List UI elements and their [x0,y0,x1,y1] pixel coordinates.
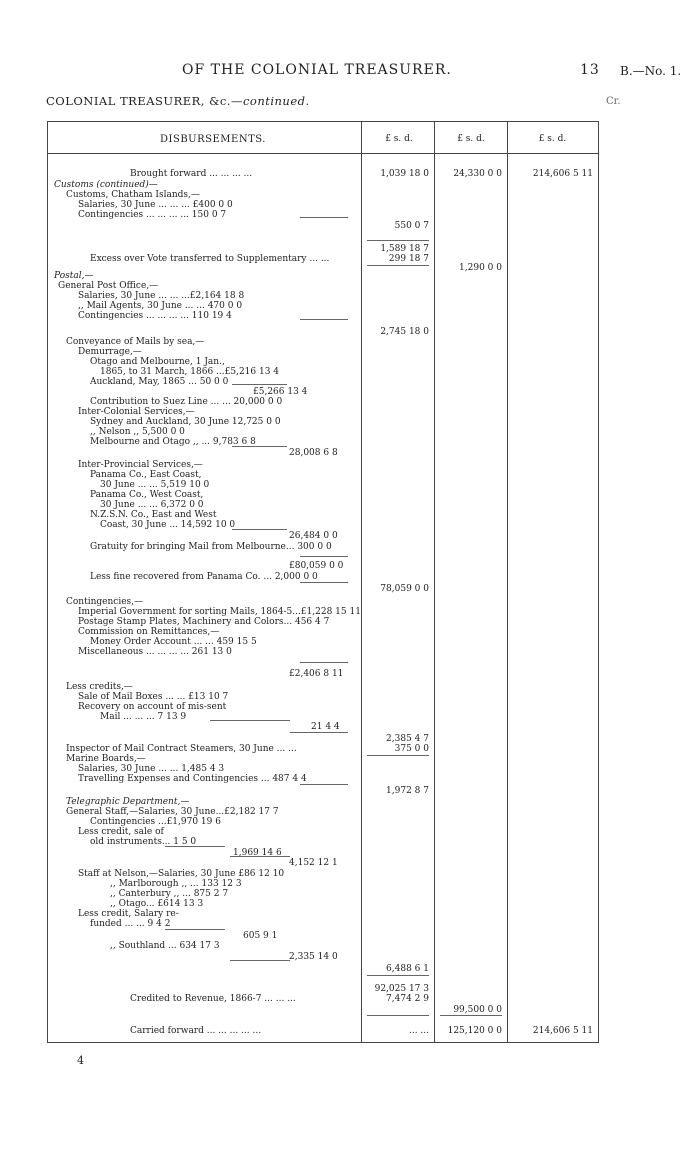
ledger-line: ,, Canterbury ,, ... 875 2 7 [110,889,229,899]
page-title: OF THE COLONIAL TREASURER. [182,62,452,78]
ledger-line: ,, Southland ... 634 17 3 [110,941,220,951]
doc-reference: B.—No. 1. [620,64,682,78]
ledger-line: Inter-Provincial Services,— [78,460,203,470]
ledger-line: 605 9 1 [243,931,278,941]
table-left-border [47,121,48,1043]
ledger-line: ,, Nelson ,, 5,500 0 0 [90,427,185,437]
ledger-line: Contribution to Suez Line ... ... 20,000 0 0 [90,397,283,407]
rule [300,556,348,557]
ledger-line: 1865, to 31 March, 1866 ...£5,216 13 4 [100,367,280,377]
col1-amount: 7,474 2 9 [386,994,429,1004]
rule [300,662,348,663]
ledger-line: old instruments... 1 5 0 [90,837,197,847]
ledger-line: Less fine recovered from Panama Co. ... 2,000 0 0 [90,572,318,582]
header-divider [47,153,599,154]
table-right-border [598,121,599,1043]
col1-divider [361,121,362,1043]
ledger-line: Sale of Mail Boxes ... ... £13 10 7 [78,692,229,702]
rule [300,319,348,320]
ledger-line: General Staff,—Salaries, 30 June...£2,182 17 7 [66,807,279,817]
col1-amount: 299 18 7 [388,254,429,264]
col1-heading: £ s. d. [385,134,413,144]
col2-amount: 125,120 0 0 [447,1026,502,1036]
disbursements-heading: DISBURSEMENTS. [160,134,266,145]
ledger-line: Brought forward ... ... ... ... [130,169,253,179]
rule [440,1015,502,1016]
ledger-line: Auckland, May, 1865 ... 50 0 0 [90,377,229,387]
ledger-line: Mail ... ... ... 7 13 9 [100,712,187,722]
col1-amount: 1,039 18 0 [380,169,429,179]
ledger-line: Money Order Account ... ... 459 15 5 [90,637,257,647]
rule [367,265,429,266]
ledger-line: Postage Stamp Plates, Machinery and Colors... 456 4 7 [78,617,330,627]
rule [300,217,348,218]
ledger-line: Gratuity for bringing Mail from Melbourne... 300 0 0 [90,542,332,552]
col3-heading: £ s. d. [538,134,567,144]
col1-amount: 550 0 7 [394,221,429,231]
rule [290,732,348,733]
col1-amount: ... ... [408,1026,429,1036]
col2-amount: 99,500 0 0 [453,1005,502,1015]
ledger-line: £80,059 0 0 [289,561,344,571]
ledger-line: Excess over Vote transferred to Supplementary ... ... [90,254,330,264]
rule [367,975,429,976]
ledger-line: ,, Mail Agents, 30 June ... ... 470 0 0 [78,301,243,311]
col1-amount: 2,385 4 7 [386,734,429,744]
ledger-line: Sydney and Auckland, 30 June 12,725 0 0 [90,417,281,427]
ledger-line: funded ... ... 9 4 2 [90,919,171,929]
rule [165,929,225,930]
col2-divider [434,121,435,1043]
ledger-line: ,, Otago... £614 13 3 [110,899,204,909]
rule [367,1015,429,1016]
rule [367,240,429,241]
ledger-line: Postal,— [54,271,94,281]
ledger-line: 4,152 12 1 [289,858,338,868]
ledger-line: 30 June ... ... 6,372 0 0 [100,500,204,510]
col1-amount: 1,972 8 7 [386,786,429,796]
ledger-line: Miscellaneous ... ... ... ... 261 13 0 [78,647,232,657]
col1-amount: 78,059 0 0 [380,584,429,594]
ledger-line: Salaries, 30 June ... ... ... £400 0 0 [78,200,233,210]
ledger-line: Conveyance of Mails by sea,— [66,337,205,347]
ledger-line: Contingencies ... ... ... ... 150 0 7 [78,210,227,220]
ledger-line: Customs, Chatham Islands,— [66,190,200,200]
credit-marker: Cr. [606,96,621,107]
footer-page-marker: 4 [77,1054,84,1067]
ledger-line: Less credit, Salary re- [78,909,179,919]
ledger-line: ,, Marlborough ,, ... 133 12 3 [110,879,242,889]
ledger-line: Inter-Colonial Services,— [78,407,195,417]
ledger-line: Coast, 30 June ... 14,592 10 0 [100,520,236,530]
col1-amount: 1,589 18 7 [380,244,429,254]
ledger-line: 30 June ... ... 5,519 10 0 [100,480,210,490]
rule [230,960,290,961]
ledger-line: £2,406 8 11 [289,669,344,679]
col2-amount: 1,290 0 0 [459,263,502,273]
col2-heading: £ s. d. [457,134,485,144]
ledger-line: 26,484 0 0 [289,531,338,541]
ledger-line: Carried forward ... ... ... ... ... [130,1026,262,1036]
table-bottom-border [47,1042,599,1043]
ledger-line: Less credit, sale of [78,827,164,837]
rule [232,529,287,530]
rule [232,384,287,385]
col2-amount: 24,330 0 0 [453,169,502,179]
col3-amount: 214,606 5 11 [532,1026,593,1036]
ledger-line: Panama Co., East Coast, [90,470,202,480]
rule [210,720,290,721]
ledger-line: Inspector of Mail Contract Steamers, 30 June ... ... [66,744,297,754]
ledger-line: 2,335 14 0 [289,952,338,962]
rule [367,755,429,756]
ledger-line: Travelling Expenses and Contingencies ... 487 4 4 [78,774,307,784]
table-top-border [47,121,599,122]
col1-amount: 375 0 0 [394,744,429,754]
ledger-line: N.Z.S.N. Co., East and West [90,510,217,520]
ledger-line: Less credits,— [66,682,133,692]
ledger-line: Salaries, 30 June ... ... ...£2,164 18 8 [78,291,245,301]
ledger-line: Salaries, 30 June ... ... 1,485 4 3 [78,764,225,774]
ledger-line: Melbourne and Otago ,, ... 9,783 6 8 [90,437,256,447]
ledger-line: 28,008 6 8 [289,448,338,458]
col3-divider [507,121,508,1043]
ledger-line: Credited to Revenue, 1866-7 ... ... ... [130,994,296,1004]
ledger-line: Otago and Melbourne, 1 Jan., [90,357,225,367]
section-title: COLONIAL TREASURER, &c.— [46,94,243,108]
col3-amount: 214,606 5 11 [532,169,593,179]
ledger-line: Contingencies ... ... ... ... 110 19 4 [78,311,232,321]
ledger-line: Panama Co., West Coast, [90,490,204,500]
rule [300,784,348,785]
rule [300,582,348,583]
ledger-line: Staff at Nelson,—Salaries, 30 June £86 12 10 [78,869,285,879]
ledger-line: Demurrage,— [78,347,142,357]
col1-amount: 92,025 17 3 [374,984,429,994]
col1-amount: 6,488 6 1 [386,964,429,974]
ledger-line: Customs (continued)— [54,180,158,190]
ledger-line: 21 4 4 [311,722,340,732]
ledger-line: Contingencies,— [66,597,144,607]
section-continued: continued. [242,94,310,108]
ledger-line: Contingencies ...£1,970 19 6 [90,817,221,827]
ledger-line: Commission on Remittances,— [78,627,220,637]
ledger-line: Marine Boards,— [66,754,146,764]
ledger-line: Imperial Government for sorting Mails, 1864-5...£1,228 15 11 [78,607,361,617]
page-number: 13 [580,62,600,78]
col1-amount: 2,745 18 0 [380,327,429,337]
ledger-line: 1,969 14 6 [233,848,282,858]
ledger-line: Telegraphic Department,— [66,797,190,807]
ledger-line: General Post Office,— [58,281,159,291]
ledger-line: Recovery on account of mis-sent [78,702,227,712]
ledger-line: £5,266 13 4 [253,387,308,397]
